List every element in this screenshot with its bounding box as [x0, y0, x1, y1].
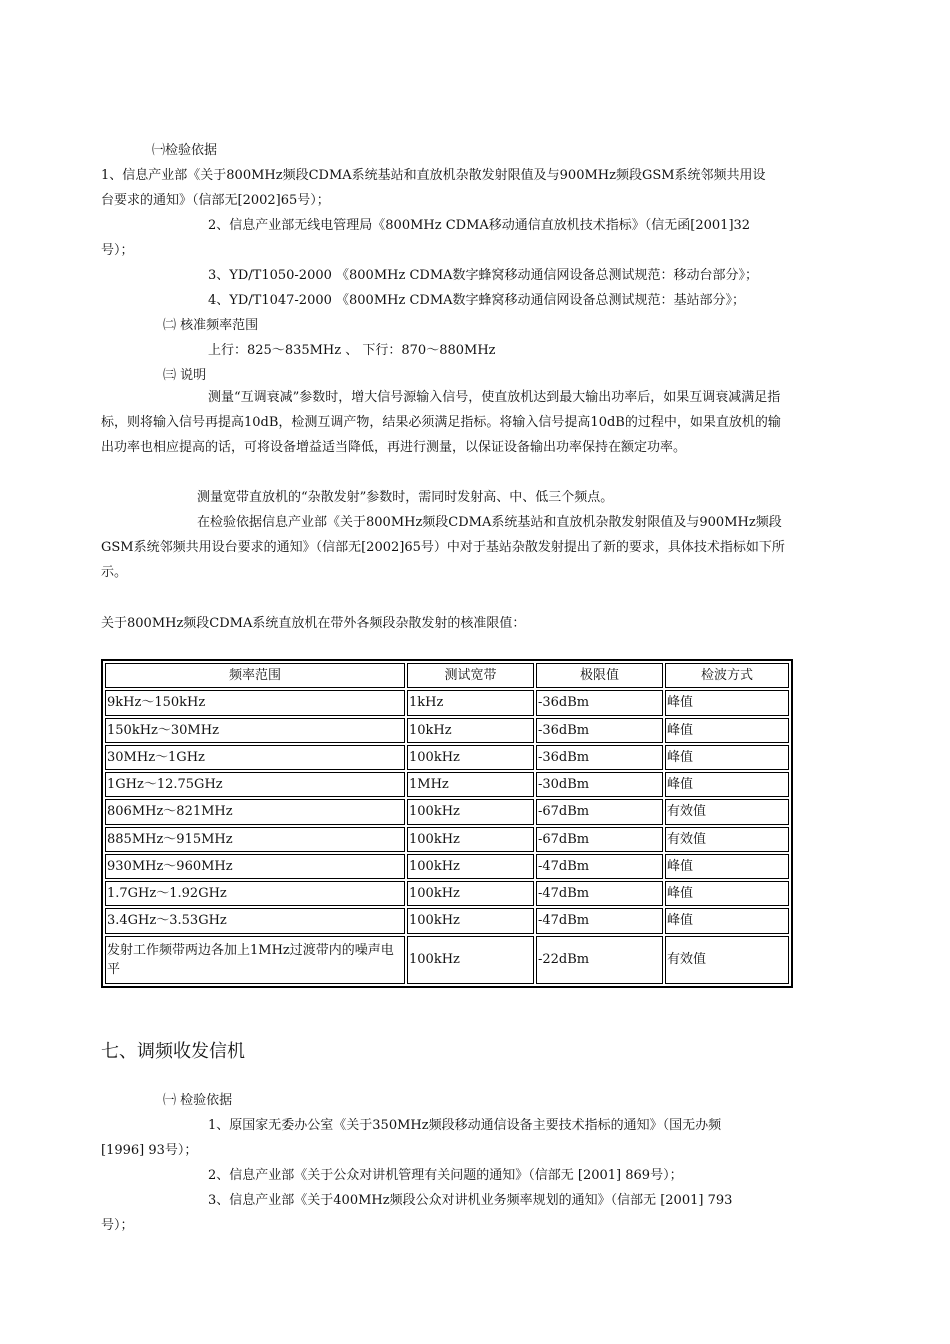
header-detection-mode: 检波方式	[665, 663, 789, 688]
table-row	[105, 690, 789, 715]
cell-frequency-range: 3.4GHz～3.53GHz	[105, 908, 405, 933]
basis-item-3: 3、YD/T1050-2000 《800MHz CDMA数字蜂窝移动通信网设备总测试规范：移动台部分》；	[208, 268, 759, 283]
section-7-basis-item-1-line2: [1996] 93号）；	[101, 1143, 198, 1158]
cell-test-bandwidth: 100kHz	[407, 745, 534, 770]
cell-limit-value: -67dBm	[536, 827, 663, 852]
cell-frequency-range: 150kHz～30MHz	[105, 718, 405, 743]
table-row	[105, 881, 789, 906]
section-7-basis-item-2: 2、信息产业部《关于公众对讲机管理有关问题的通知》（信部无 [2001] 869号）；	[208, 1168, 683, 1183]
spurious-emission-table	[101, 659, 793, 988]
cell-detection-mode: 峰值	[665, 881, 789, 906]
section-7-basis-item-3-line1: 3、信息产业部《关于400MHz频段公众对讲机业务频率规划的通知》（信部无 [2001] 793	[208, 1193, 733, 1208]
cell-detection-mode: 峰值	[665, 908, 789, 933]
section-7-title: 七、调频收发信机	[101, 1041, 245, 1062]
cell-frequency-range: 1.7GHz～1.92GHz	[105, 881, 405, 906]
note-heading: ㈢ 说明	[163, 368, 207, 383]
cell-frequency-range: 885MHz～915MHz	[105, 827, 405, 852]
cell-detection-mode: 有效值	[665, 799, 789, 824]
cell-frequency-range: 930MHz～960MHz	[105, 854, 405, 879]
section-7-basis-item-3-line2: 号）；	[101, 1218, 134, 1233]
cell-test-bandwidth: 100kHz	[407, 881, 534, 906]
cell-detection-mode: 峰值	[665, 745, 789, 770]
cell-frequency-range: 806MHz～821MHz	[105, 799, 405, 824]
cell-test-bandwidth: 100kHz	[407, 827, 534, 852]
cell-test-bandwidth: 100kHz	[407, 908, 534, 933]
cell-frequency-range: 30MHz～1GHz	[105, 745, 405, 770]
table-row	[105, 799, 789, 824]
table-row	[105, 718, 789, 743]
cell-test-bandwidth: 1kHz	[407, 690, 534, 715]
note-paragraph-1: 测量“互调衰减”参数时，增大信号源输入信号，使直放机达到最大输出功率后，如果互调衰减满足指标，则将输入信号再提高10dB，检测互调产物，结果必须满足指标。将输入信号提高10dB的过程中，如果直放机的输出功率也相应提高的话，可将设备增益适当降低，再进行测量，以保证设备输出功率保持在额定功率。	[101, 390, 781, 455]
header-test-bandwidth: 测试宽带	[407, 663, 534, 688]
cell-limit-value: -67dBm	[536, 799, 663, 824]
cell-detection-mode: 有效值	[665, 936, 789, 985]
table-row	[105, 908, 789, 933]
cell-frequency-range: 1GHz～12.75GHz	[105, 772, 405, 797]
cell-limit-value: -36dBm	[536, 718, 663, 743]
basis-item-2-line2: 号）；	[101, 243, 134, 258]
frequency-range-heading: ㈡ 核准频率范围	[163, 318, 259, 333]
table-row	[105, 854, 789, 879]
header-frequency-range: 频率范围	[105, 663, 405, 688]
cell-detection-mode: 峰值	[665, 718, 789, 743]
basis-item-4: 4、YD/T1047-2000 《800MHz CDMA数字蜂窝移动通信网设备总测试规范：基站部分》；	[208, 293, 746, 308]
cell-test-bandwidth: 100kHz	[407, 936, 534, 985]
table-row	[105, 772, 789, 797]
table-row	[105, 827, 789, 852]
cell-limit-value: -36dBm	[536, 745, 663, 770]
cell-test-bandwidth: 10kHz	[407, 718, 534, 743]
frequency-range-text: 上行：825～835MHz 、 下行：870～880MHz	[208, 343, 496, 358]
cell-detection-mode: 峰值	[665, 772, 789, 797]
cell-test-bandwidth: 100kHz	[407, 799, 534, 824]
cell-limit-value: -36dBm	[536, 690, 663, 715]
basis-item-1-line2: 台要求的通知》（信部无[2002]65号）；	[101, 193, 330, 208]
cell-limit-value: -47dBm	[536, 908, 663, 933]
cell-test-bandwidth: 100kHz	[407, 854, 534, 879]
section-7-basis-heading: ㈠ 检验依据	[163, 1093, 233, 1108]
cell-limit-value: -30dBm	[536, 772, 663, 797]
table-row	[105, 745, 789, 770]
basis-item-2-line1: 2、信息产业部无线电管理局《800MHz CDMA移动通信直放机技术指标》（信无函[2001]32	[208, 218, 751, 233]
basis-item-1-line1: 1、信息产业部《关于800MHz频段CDMA系统基站和直放机杂散发射限值及与900MHz频段GSM系统邻频共用设	[101, 168, 766, 183]
cell-limit-value: -47dBm	[536, 854, 663, 879]
cell-frequency-range: 发射工作频带两边各加上1MHz过渡带内的噪声电平	[105, 936, 405, 985]
header-limit-value: 极限值	[536, 663, 663, 688]
cell-detection-mode: 峰值	[665, 854, 789, 879]
cell-test-bandwidth: 1MHz	[407, 772, 534, 797]
note-paragraph-2: 测量宽带直放机的“杂散发射”参数时，需同时发射高、中、低三个频点。	[197, 490, 614, 505]
section-7-basis-item-1-line1: 1、原国家无委办公室《关于350MHz频段移动通信设备主要技术指标的通知》（国无办频	[208, 1118, 722, 1133]
note-paragraph-3: 在检验依据信息产业部《关于800MHz频段CDMA系统基站和直放机杂散发射限值及与900MHz频段GSM系统邻频共用设台要求的通知》（信部无[2002]65号）中对于基站杂散发射提出了新的要求，具体技术指标如下所示。	[101, 515, 785, 580]
cell-detection-mode: 峰值	[665, 690, 789, 715]
basis-heading: ㈠检验依据	[152, 143, 218, 158]
table-header-row	[105, 663, 789, 688]
table-caption: 关于800MHz频段CDMA系统直放机在带外各频段杂散发射的核准限值：	[101, 616, 526, 631]
cell-limit-value: -47dBm	[536, 881, 663, 906]
table-row	[105, 936, 789, 985]
cell-frequency-range: 9kHz～150kHz	[105, 690, 405, 715]
cell-limit-value: -22dBm	[536, 936, 663, 985]
cell-detection-mode: 有效值	[665, 827, 789, 852]
